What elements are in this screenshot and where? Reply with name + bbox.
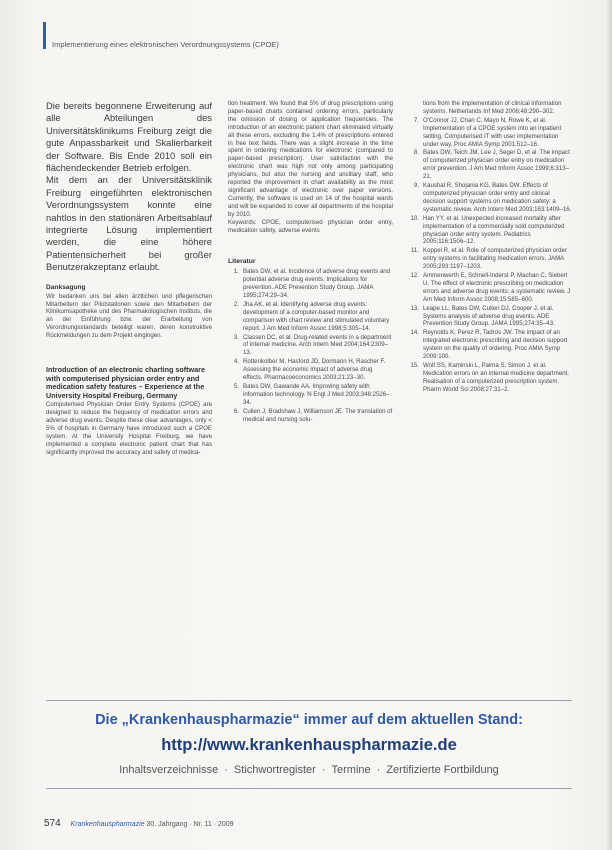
acknowledgement-text: Wir bedanken uns bei allen ärztlichen und pflegerischen Mitarbeitern der Pilotstationen sowie den Mitarbeitern der Klinikumsapotheke und des Pharmakologischen Instituts, die an der Einführung bzw. der Erarbeitung von Verordnungsstandards beteiligt waren, deren konstruktive Rückmeldungen zu dem Projekt eingingen. xyxy=(46,292,212,340)
header-accent-bar xyxy=(43,22,46,49)
reference-item xyxy=(228,408,393,424)
reference-number: 7. xyxy=(413,116,419,124)
scan-edge-shadow xyxy=(606,0,612,850)
banner-feature-index: Stichwortregister xyxy=(233,764,316,776)
reference-number: 5. xyxy=(233,383,239,390)
reference-text: Rottenkolber M, Hasford JD, Dormann H, Rascher F. Assessing the economic impact of adverse drug effects. Pharmacoeconomics 2003;21:23–30. xyxy=(243,358,386,382)
column-1 xyxy=(46,100,212,457)
reference-number: 9. xyxy=(413,182,419,190)
reference-text: Ammenwerth E, Schnell-Inderst P, Machan C, Siebert U. The effect of electronic prescribing on medication errors and adverse drug events: a systematic review. J Am Med Inform Assoc 2008;15:585–600. xyxy=(423,272,571,303)
reference-number: 12. xyxy=(410,272,419,280)
reference-item xyxy=(228,334,393,358)
reference-item xyxy=(408,272,572,304)
reference-item xyxy=(408,362,572,394)
reference-list-continued xyxy=(408,100,572,394)
reference-text: Koppel R, et al. Role of computerized physician order entry systems in facilitating medication errors. JAMA 2005;293:1197–1203. xyxy=(423,247,567,271)
reference-item xyxy=(408,305,572,329)
reference-item xyxy=(228,383,393,407)
reference-text: Jha AK, et al. Identifying adverse drug events: development of a computer-based monitor and comparison with chart review and stimulated voluntary report. J Am Med Inform Assoc 1998;5:305–14. xyxy=(243,300,390,332)
reference-item xyxy=(228,301,393,333)
reference-number: 1. xyxy=(233,268,239,276)
reference-text: O'Connor JJ, Chan C, Mayo N, Rowe K, et al. Implementation of a CPOE system into an inpatient setting. Computerised IT with user implementation under way. Proc AMIA Symp 2001:512–16. xyxy=(423,116,562,148)
journal-issue: 30. Jahrgang · Nr. 11 · 2009 xyxy=(146,821,234,828)
reference-text: Wolf SS, Kaminski L, Palma S, Simon J. et al. Medication errors on an internal medicine department. Realisation of a computerized prescription system. Pharm World Sci 2008;27:31–2. xyxy=(423,362,569,393)
page-footer xyxy=(44,818,234,829)
reference-item xyxy=(228,268,393,300)
reference-item xyxy=(408,117,572,149)
banner-rule-bottom xyxy=(46,788,572,789)
reference-text: Bates DW, et al. Incidence of adverse drug events and potential adverse drug events. Implications for prevention. ADE Prevention Study Group. JAMA 1995;274:29–34. xyxy=(243,268,391,300)
reference-item xyxy=(408,329,572,361)
reference-text: Leape LL, Bates DW, Cullen DJ, Cooper J, et al. Systems analysis of adverse drug events. ADE Prevention Study Group. JAMA 1995;274:35–43. xyxy=(423,304,555,328)
reference-number: 6. xyxy=(233,407,239,415)
banner-feature-contents: Inhaltsverzeichnisse xyxy=(119,764,219,776)
reference-number: 8. xyxy=(413,149,419,157)
english-abstract-title: Introduction of an electronic charting software with computerised physician order entry and medication safety features – Experience at the University Hospital Freiburg, Germany xyxy=(46,365,205,400)
references-heading: Literatur xyxy=(228,258,256,266)
reference-number: 13. xyxy=(410,304,419,312)
banner-url-link[interactable]: http://www.krankenhauspharmazie.de xyxy=(161,736,457,754)
reference-item xyxy=(408,215,572,247)
reference-text: Bates DW, Teich JM, Lee J, Seger D, et al. The impact of computerized physician order entry on medication error prevention. J Am Med Inform Assoc 1999;6:313–21. xyxy=(423,149,570,181)
reference-number: 14. xyxy=(410,329,419,337)
english-abstract-text: Computerised Physician Order Entry Systems (CPOE) are designed to reduce the frequency of medication errors and adverse drug events. Despite these clear advantages, only < 5% of hospitals in Germany have introduced such a CPOE system. At the University Hospital Freiburg, we have implemented a complete electronic patient chart that has significantly improved the accuracy and safety of medica- xyxy=(46,401,212,456)
reference-text: Cullen J, Bradshaw J, Williamson JE. The translation of medical and nursing solu- xyxy=(243,407,393,423)
reference-number: 3. xyxy=(233,333,239,341)
separator: · xyxy=(376,764,381,776)
banner-feature-list xyxy=(46,764,572,776)
reference-number: 2. xyxy=(233,300,239,308)
reference-text: Reynolds K, Perez R, Tadros JW. The impact of an integrated electronic prescribing and decision support system on the quality of ordering. Proc AMIA Symp 2009:100. xyxy=(423,329,568,361)
reference-text: Bates DW, Gawande AA. Improving safety with information technology. N Engl J Med 2003;348:2526–34. xyxy=(243,383,390,406)
reference-number: 4. xyxy=(233,358,239,366)
page-number: 574 xyxy=(44,818,61,829)
column-3 xyxy=(408,100,572,395)
lead-paragraph-2: Mit dem an der Universitätsklinik Freiburg eingeführten elektronischen Verordnungssystem konnte eine nahtlos in den stationären Arbeitsablauf integrierte Lösung implementiert werden, die eine höhere Patientensicherheit bei großer Benutzerakzeptanz erlaubt. xyxy=(46,174,212,273)
reference-item xyxy=(408,247,572,271)
reference-number: 11. xyxy=(410,247,419,255)
reference-item xyxy=(408,100,572,116)
keywords: Keywords: CPOE, computerised physician order entry, medication safety, adverse events xyxy=(228,218,393,234)
reference-item xyxy=(408,182,572,214)
banner-feature-events: Termine xyxy=(331,764,371,776)
reference-item xyxy=(408,149,572,181)
banner-title: Die „Krankenhauspharmazie“ immer auf dem aktuellen Stand: xyxy=(95,712,523,728)
banner-rule-top xyxy=(46,700,572,701)
separator: · xyxy=(321,764,326,776)
reference-number: 10. xyxy=(410,214,419,222)
english-abstract-continued: tion treatment. We found that 5% of drug prescriptions using paper-based charts contained ordering errors, particularly the omission of dosing or application frequencies. The introduction of an electronic patient chart eliminated virtually all these errors, excluding the 1.4% of prescriptions entered in free text fields. There was a slight increase in the time spent in ordering medications for electronic (compared to paper-based prescription). User satisfaction with the electronic chart was high not only among participating physicians, but also the nursing and ancillary staff, who reported the improvement in chart availability as the most significant advantage of electronic over paper versions. Currently, the software is used on 14 of the hospital wards and will be expanded to cover all departments of the hospital by 2010. xyxy=(228,100,393,218)
journal-name: Krankenhauspharmazie xyxy=(70,821,145,828)
banner-feature-cme: Zertifizierte Fortbildung xyxy=(386,764,499,776)
reference-text: tions from the implementation of clinical information systems. Netherlands Inf Med 2006;48:290–302. xyxy=(423,100,562,115)
reference-text: Classen DC, et al. Drug-related events in a department of internal medicine. Arch Intern Med 2004;164:2309–13. xyxy=(243,333,392,357)
lead-paragraph xyxy=(46,100,212,274)
reference-item xyxy=(228,358,393,382)
reference-text: Han YY, et al. Unexpected increased mortality after implementation of a commercially sold computerized physician order entry system. Pediatrics 2005;116:1506–12. xyxy=(423,214,565,246)
lead-paragraph-1: Die bereits begonnene Erweiterung auf alle Abteilungen des Universitätsklinikums Freiburg zeigt die gute Anpassbarkeit und Skalierbarkeit der Software. Bis Ende 2010 soll ein flächendeckender Betrieb erfolgen. xyxy=(46,100,212,174)
reference-number xyxy=(408,100,423,116)
reference-number: 15. xyxy=(410,362,419,369)
acknowledgement-heading: Danksagung xyxy=(46,283,86,291)
column-2 xyxy=(228,100,393,425)
reference-list xyxy=(228,268,393,423)
separator: · xyxy=(224,764,228,776)
running-header: Implementierung eines elektronischen Verordnungssystems (CPOE) xyxy=(52,40,279,49)
reference-text: Kaushal R, Shojania KG, Bates DW. Effects of computerized physician order entry and clinical decision support systems on medication safety: a systematic review. Arch Intern Med 2003;163:1409–16. xyxy=(423,182,572,213)
